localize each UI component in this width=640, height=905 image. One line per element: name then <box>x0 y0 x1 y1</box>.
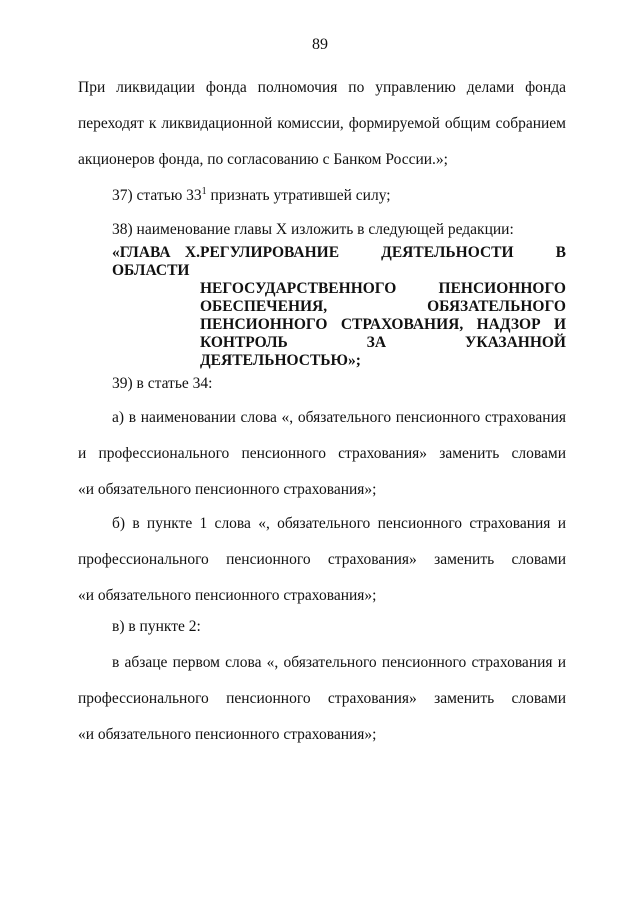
text-line: в абзаце первом слова «, обязательного пенсионного страхования и <box>112 654 566 671</box>
item-38 <box>78 212 566 248</box>
text-line: «и обязательного пенсионного страхования»; <box>78 587 377 604</box>
page-number: 89 <box>312 36 328 53</box>
text-line: 39) в статье 34: <box>112 375 213 392</box>
chapter-title-row: ДЕЯТЕЛЬНОСТЬЮ»; <box>200 352 361 369</box>
item-37-text: 37) статью 33 <box>112 187 202 204</box>
chapter-title-row: НЕГОСУДАРСТВЕННОГО ПЕНСИОННОГО <box>200 280 566 297</box>
paragraph-liquidation <box>78 70 566 178</box>
text-line: «и обязательного пенсионного страхования»; <box>78 726 377 743</box>
item-39a <box>78 400 566 508</box>
text-line: акционеров фонда, по согласованию с Банком России.»; <box>78 151 448 168</box>
text-line: а) в наименовании слова «, обязательного пенсионного страхования <box>112 409 566 426</box>
chapter-title-row: КОНТРОЛЬ ЗА УКАЗАННОЙ <box>200 334 566 351</box>
text-line: в) в пункте 2: <box>112 618 201 635</box>
text-line <box>78 178 566 214</box>
chapter-title-row <box>112 244 566 280</box>
text-line: При ликвидации фонда полномочия по управлению делами фонда <box>78 79 566 96</box>
text-line: «и обязательного пенсионного страхования»; <box>78 481 377 498</box>
chapter-title-row: ОБЕСПЕЧЕНИЯ, ОБЯЗАТЕЛЬНОГО <box>200 298 566 315</box>
item-39v <box>78 609 566 645</box>
text-line: б) в пункте 1 слова «, обязательного пенсионного страхования и <box>112 515 566 532</box>
chapter-title-rest <box>112 280 566 370</box>
text-line: 38) наименование главы X изложить в следующей редакции: <box>112 221 514 238</box>
text-line: переходят к ликвидационной комиссии, формируемой общим собранием <box>78 115 566 132</box>
chapter-title-row: ПЕНСИОННОГО СТРАХОВАНИЯ, НАДЗОР И <box>200 316 566 333</box>
text-line: и профессионального пенсионного страхования» заменить словами <box>78 445 566 462</box>
item-39b <box>78 506 566 614</box>
chapter-title-text: РЕГУЛИРОВАНИЕ ДЕЯТЕЛЬНОСТИ В ОБЛАСТИ <box>112 244 566 279</box>
superscript: 1 <box>201 186 207 197</box>
text-line: профессионального пенсионного страхования» заменить словами <box>78 690 566 707</box>
item-37-text-after: признать утратившей силу; <box>206 187 391 204</box>
item-37 <box>78 178 566 214</box>
chapter-title <box>112 244 566 370</box>
item-39v-paragraph <box>78 645 566 753</box>
text-line: профессионального пенсионного страхования» заменить словами <box>78 551 566 568</box>
chapter-lead: «ГЛАВА X. <box>112 244 200 261</box>
item-39 <box>78 366 566 402</box>
